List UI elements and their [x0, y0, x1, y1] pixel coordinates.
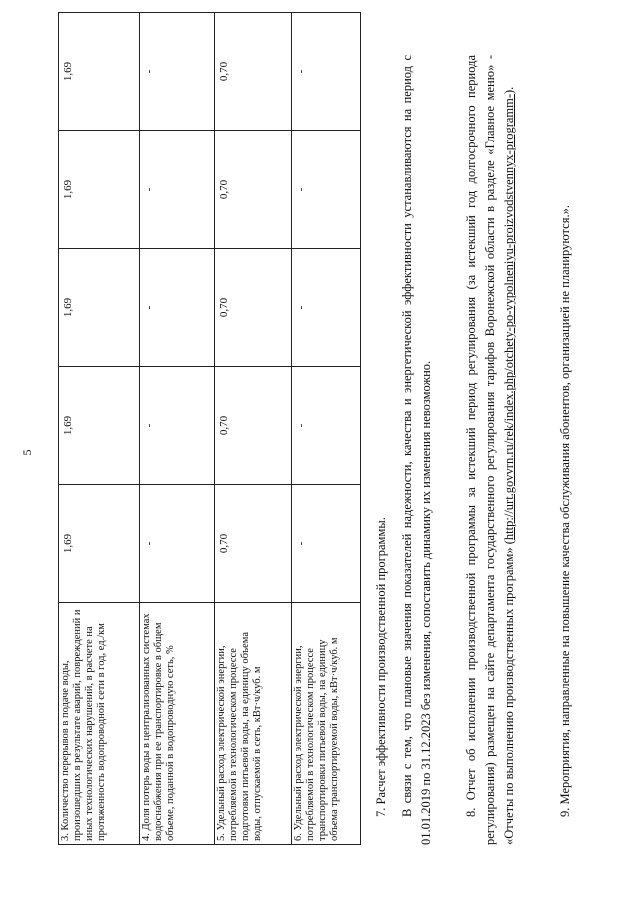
info-paragraph-text: В связи с тем, что плановые значения показателей надежности, качества и энергетической эффективности устанавливаются на период с 01.01.2019 по 31.12.2023 без изменения, сопоставить динамику их изменения невозможно.: [400, 55, 433, 845]
indicator-value: 0,70: [215, 367, 292, 485]
indicator-label: 4. Доля потерь воды в централизованных системах водоснабжения при ее транспортировке в общем объеме, поданной в водопроводную сеть, %: [140, 603, 215, 845]
indicator-value: 1,69: [59, 131, 140, 249]
indicator-value: -: [140, 367, 215, 485]
section-8-end: ).: [502, 86, 516, 94]
indicator-value: -: [292, 131, 361, 249]
indicator-value: -: [140, 249, 215, 367]
table-row: [59, 13, 140, 845]
indicator-value: -: [140, 131, 215, 249]
indicator-value: 1,69: [59, 249, 140, 367]
indicator-value: 1,69: [59, 13, 140, 131]
indicator-value: 0,70: [215, 249, 292, 367]
page-number: 5: [20, 449, 34, 456]
indicator-label: 6. Удельный расход электрической энергии, потребляемой в технологическом процессе транспортировки питьевой воды, на единицу объема транспортируемой воды, кВт·ч/куб. м: [292, 603, 361, 845]
indicator-value: -: [292, 485, 361, 603]
indicator-value: -: [140, 13, 215, 131]
indicator-value: -: [292, 249, 361, 367]
indicator-value: -: [140, 485, 215, 603]
indicator-label: 3. Количество перерывов в подаче воды, произошедших в результате аварий, повреждений и иных технологических нарушений, в расчете на протяженность водопроводной сети в год, ед./км: [59, 603, 140, 845]
indicator-label: 5. Удельный расход электрической энергии, потребляемой в технологическом процессе подготовки питьевой воды, на единицу объема воды, отпускаемой в сеть, кВт·ч/куб. м: [215, 603, 292, 845]
report-link[interactable]: http://urt.govvrn.ru/rek/index.php/otchety-po-vypolneniyu-proizvodstvennyx-programm-: [502, 93, 516, 541]
indicator-value: 0,70: [215, 131, 292, 249]
indicator-value: 0,70: [215, 13, 292, 131]
indicator-value: 1,69: [59, 485, 140, 603]
indicators-table: [58, 12, 361, 845]
section-7-heading: 7. Расчет эффективности производственной программы.: [374, 517, 388, 817]
table-row: [292, 13, 361, 845]
section-8-paragraph: [462, 55, 519, 845]
section-9-paragraph: [556, 55, 575, 845]
section-8-text: 8. Отчет об исполнении производственной программы за истекший период регулирования (за истекший год долгосрочного периода регулирования) размещен на сайте департамента государственного регулирования тарифов Воронежской области в разделе «Главное меню» - «Отчеты по выполнению производственных программ» (: [464, 55, 516, 845]
info-paragraph: [398, 55, 436, 845]
table-row: [140, 13, 215, 845]
indicator-value: 0,70: [215, 485, 292, 603]
indicator-value: 1,69: [59, 367, 140, 485]
indicator-value: -: [292, 367, 361, 485]
table-row: [215, 13, 292, 845]
section-9-text: 9. Мероприятия, направленные на повышение качества обслуживания абонентов, организацией не планируются.».: [558, 205, 572, 817]
indicator-value: -: [292, 13, 361, 131]
